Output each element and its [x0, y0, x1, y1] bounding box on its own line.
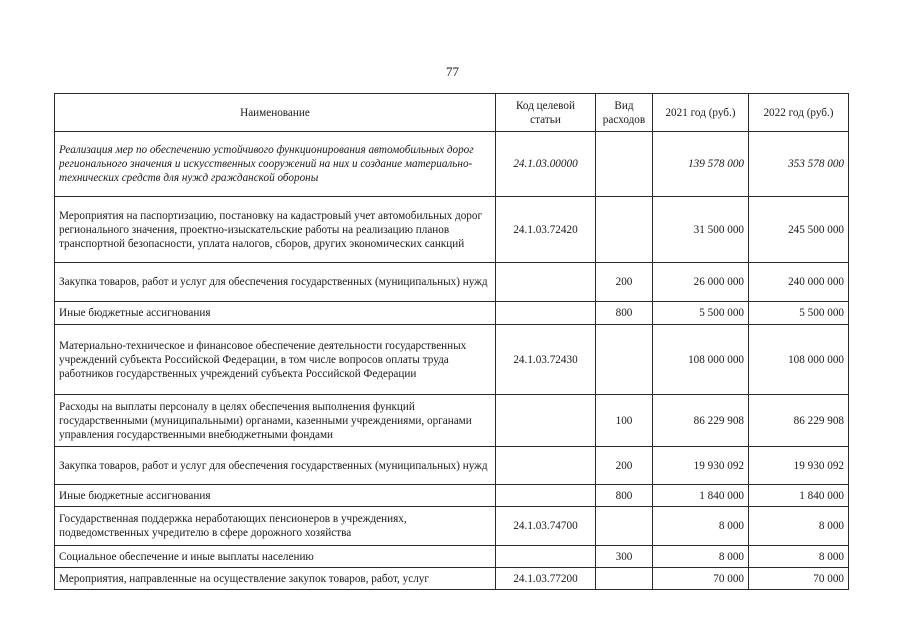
row-2022: 19 930 092 [749, 447, 849, 485]
row-type [596, 325, 653, 395]
row-2021: 70 000 [653, 568, 749, 590]
row-2021: 5 500 000 [653, 302, 749, 325]
row-2022: 108 000 000 [749, 325, 849, 395]
row-name: Иные бюджетные ассигнования [55, 485, 496, 507]
table-row [55, 447, 849, 485]
row-2021: 19 930 092 [653, 447, 749, 485]
row-name: Закупка товаров, работ и услуг для обеспечения государственных (муниципальных) нужд [55, 263, 496, 302]
row-code: 24.1.03.00000 [496, 132, 596, 197]
row-code: 24.1.03.77200 [496, 568, 596, 590]
row-2021: 8 000 [653, 546, 749, 568]
table-row [55, 568, 849, 590]
row-name: Расходы на выплаты персоналу в целях обеспечения выполнения функций государственными (муниципальными) органами, казенными учреждениями, органами управления государственными внебюджетными фондами [55, 395, 496, 447]
table-row [55, 485, 849, 507]
row-type: 200 [596, 263, 653, 302]
row-2022: 8 000 [749, 507, 849, 546]
row-code: 24.1.03.74700 [496, 507, 596, 546]
row-code: 24.1.03.72420 [496, 197, 596, 263]
budget-table [54, 93, 849, 590]
row-name: Реализация мер по обеспечению устойчивого функционирования автомобильных дорог регионального значения и искусственных сооружений на них и создание материально-технических средств для нужд гражданской обороны [55, 132, 496, 197]
row-2021: 1 840 000 [653, 485, 749, 507]
table-row [55, 197, 849, 263]
row-2022: 245 500 000 [749, 197, 849, 263]
table-row [55, 546, 849, 568]
header-type: Вид расходов [596, 94, 653, 132]
row-type: 200 [596, 447, 653, 485]
row-2022: 70 000 [749, 568, 849, 590]
row-code [496, 546, 596, 568]
row-2021: 26 000 000 [653, 263, 749, 302]
table-header-row [55, 94, 849, 132]
row-code [496, 395, 596, 447]
row-2022: 353 578 000 [749, 132, 849, 197]
table-row [55, 263, 849, 302]
table-row [55, 302, 849, 325]
row-2021: 8 000 [653, 507, 749, 546]
row-name: Материально-техническое и финансовое обеспечение деятельности государственных учреждений субъекта Российской Федерации, в том числе вопросов оплаты труда работников государственных учреждений субъекта Российской Федерации [55, 325, 496, 395]
row-2022: 240 000 000 [749, 263, 849, 302]
table-row [55, 132, 849, 197]
row-name: Социальное обеспечение и иные выплаты населению [55, 546, 496, 568]
row-type [596, 568, 653, 590]
page-number: 77 [446, 64, 459, 79]
row-type: 800 [596, 302, 653, 325]
row-type: 300 [596, 546, 653, 568]
row-name: Закупка товаров, работ и услуг для обеспечения государственных (муниципальных) нужд [55, 447, 496, 485]
row-2022: 5 500 000 [749, 302, 849, 325]
row-type [596, 132, 653, 197]
row-name: Государственная поддержка неработающих пенсионеров в учреждениях, подведомственных учредителю в сфере дорожного хозяйства [55, 507, 496, 546]
row-code [496, 447, 596, 485]
row-name: Мероприятия, направленные на осуществление закупок товаров, работ, услуг [55, 568, 496, 590]
row-type [596, 197, 653, 263]
row-type: 100 [596, 395, 653, 447]
row-2022: 8 000 [749, 546, 849, 568]
header-2022: 2022 год (руб.) [749, 94, 849, 132]
row-2022: 1 840 000 [749, 485, 849, 507]
row-2021: 86 229 908 [653, 395, 749, 447]
row-2021: 31 500 000 [653, 197, 749, 263]
table-row [55, 395, 849, 447]
header-2021: 2021 год (руб.) [653, 94, 749, 132]
table-row [55, 507, 849, 546]
row-2021: 108 000 000 [653, 325, 749, 395]
row-name: Иные бюджетные ассигнования [55, 302, 496, 325]
row-code [496, 263, 596, 302]
row-type: 800 [596, 485, 653, 507]
row-2021: 139 578 000 [653, 132, 749, 197]
row-code [496, 302, 596, 325]
row-code: 24.1.03.72430 [496, 325, 596, 395]
header-code: Код целевой статьи [496, 94, 596, 132]
table-row [55, 325, 849, 395]
row-name: Мероприятия на паспортизацию, постановку на кадастровый учет автомобильных дорог регионального значения, проектно-изыскательские работы на реализацию планов транспортной безопасности, уплата налогов, сборов, других экономических санкций [55, 197, 496, 263]
row-code [496, 485, 596, 507]
row-type [596, 507, 653, 546]
row-2022: 86 229 908 [749, 395, 849, 447]
header-name: Наименование [55, 94, 496, 132]
